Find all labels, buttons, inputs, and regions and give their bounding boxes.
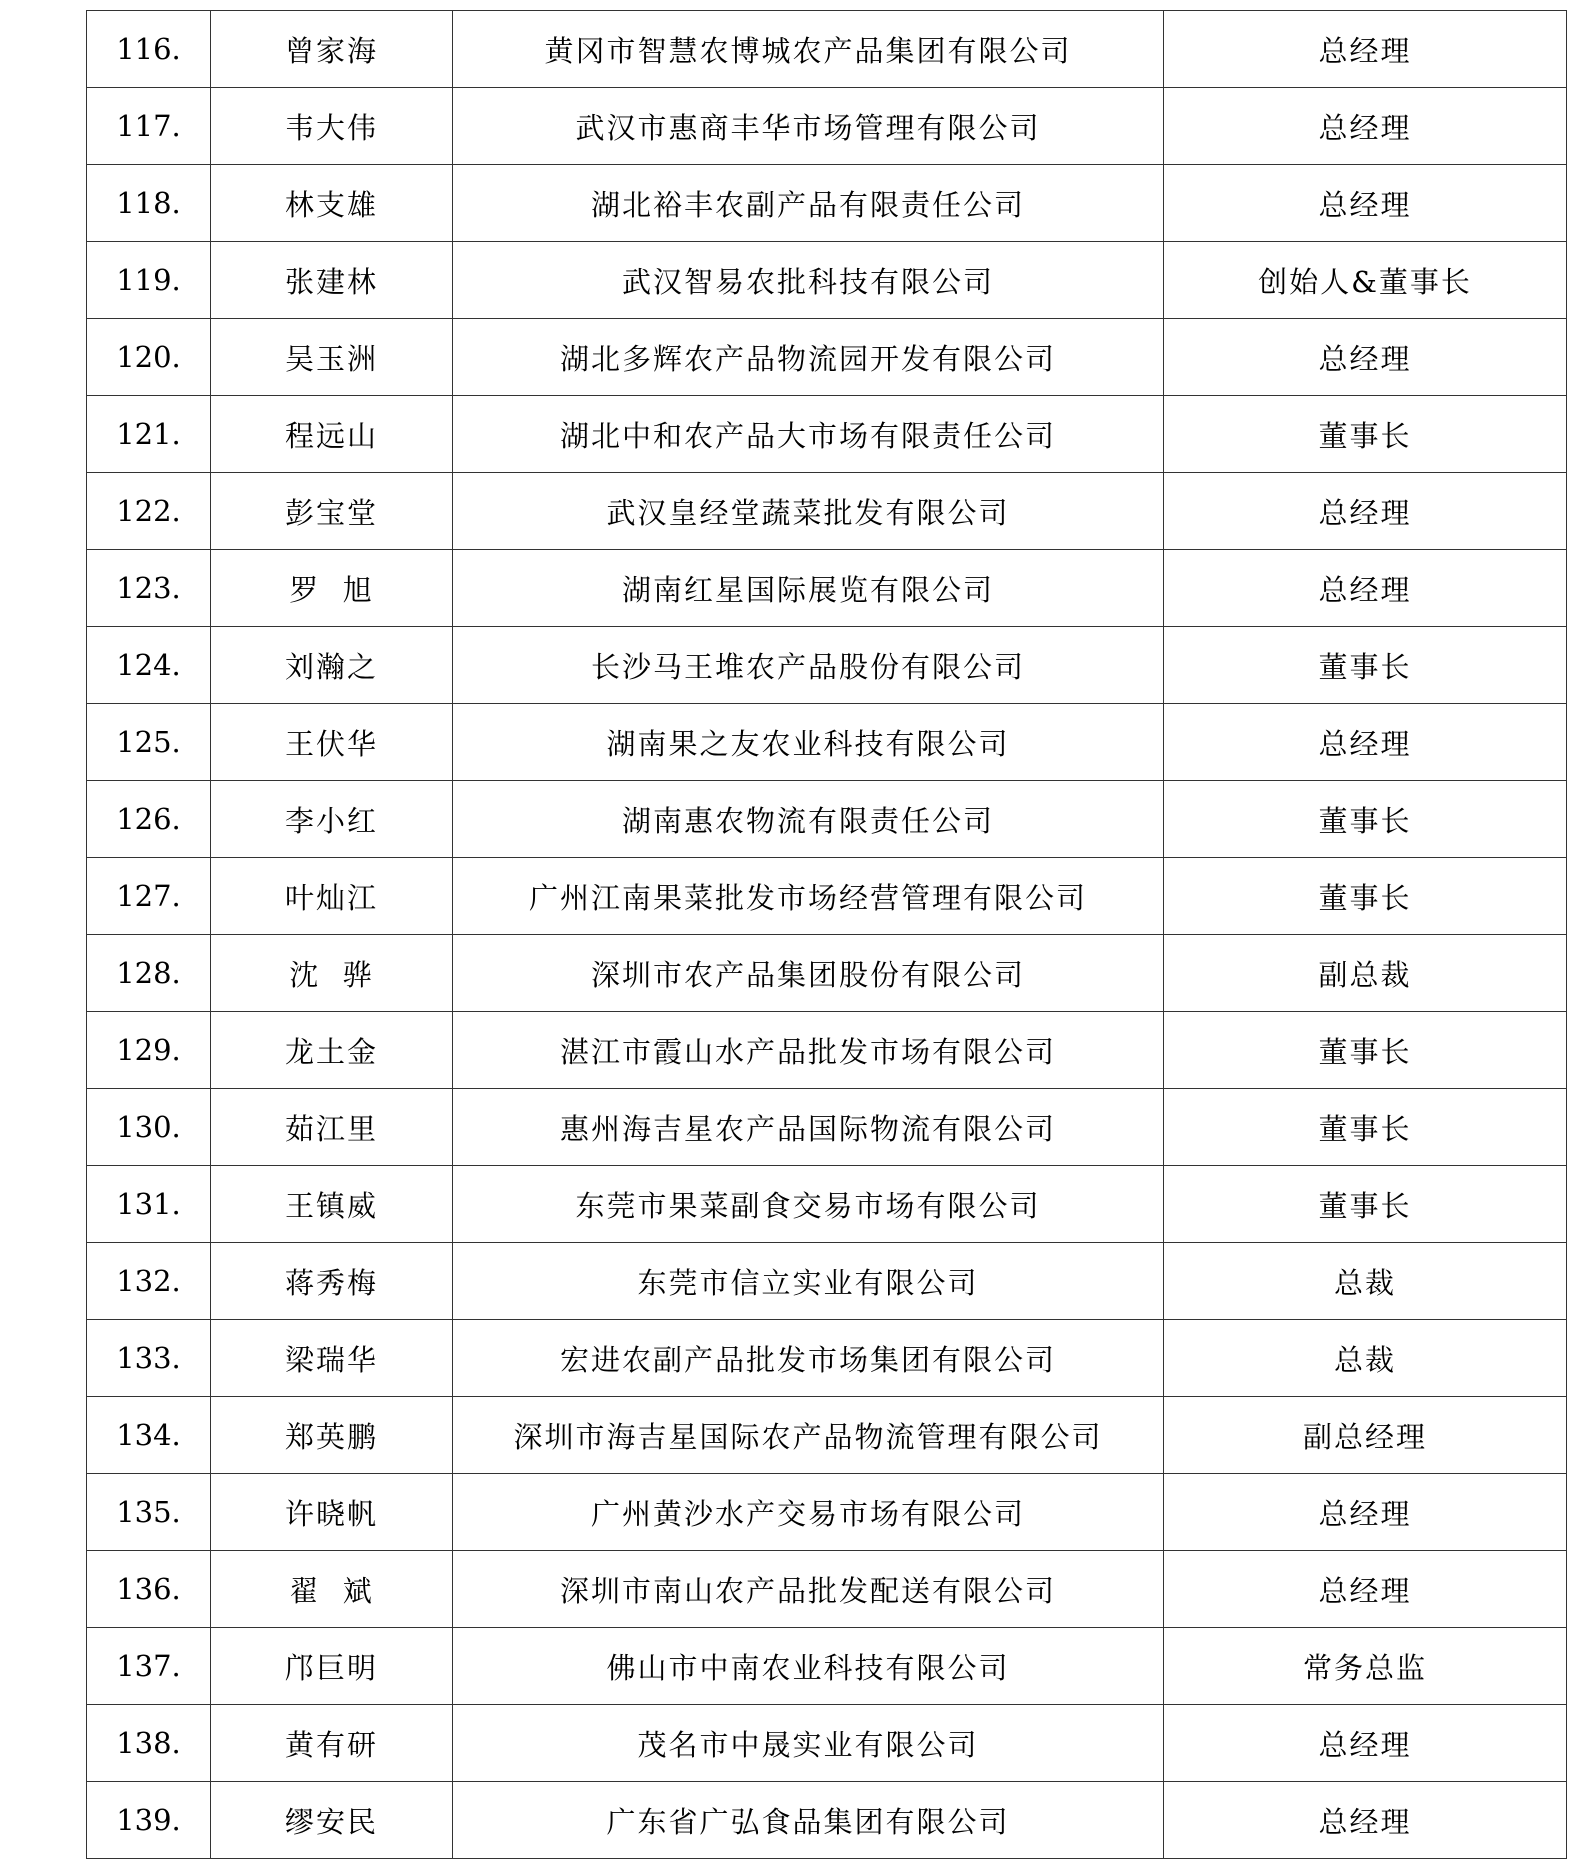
job-title: 董事长	[1164, 1166, 1567, 1243]
organization-name: 茂名市中晟实业有限公司	[453, 1705, 1164, 1782]
job-title: 创始人&董事长	[1164, 242, 1567, 319]
row-number: 136.	[87, 1551, 211, 1628]
organization-name: 广东省广弘食品集团有限公司	[453, 1782, 1164, 1859]
person-name: 龙土金	[211, 1012, 453, 1089]
person-name: 张建林	[211, 242, 453, 319]
job-title: 总经理	[1164, 704, 1567, 781]
person-name: 林支雄	[211, 165, 453, 242]
organization-name: 武汉市惠商丰华市场管理有限公司	[453, 88, 1164, 165]
job-title: 总经理	[1164, 550, 1567, 627]
organization-name: 湖北裕丰农副产品有限责任公司	[453, 165, 1164, 242]
job-title: 董事长	[1164, 858, 1567, 935]
person-name: 蒋秀梅	[211, 1243, 453, 1320]
table-row	[87, 1243, 1567, 1320]
row-number: 134.	[87, 1397, 211, 1474]
person-name: 刘瀚之	[211, 627, 453, 704]
organization-name: 佛山市中南农业科技有限公司	[453, 1628, 1164, 1705]
job-title: 副总裁	[1164, 935, 1567, 1012]
table-row	[87, 704, 1567, 781]
table-row	[87, 1628, 1567, 1705]
person-name: 梁瑞华	[211, 1320, 453, 1397]
person-name: 程远山	[211, 396, 453, 473]
row-number: 124.	[87, 627, 211, 704]
table-row	[87, 1012, 1567, 1089]
organization-name: 宏进农副产品批发市场集团有限公司	[453, 1320, 1164, 1397]
organization-name: 深圳市南山农产品批发配送有限公司	[453, 1551, 1164, 1628]
organization-name: 广州黄沙水产交易市场有限公司	[453, 1474, 1164, 1551]
row-number: 135.	[87, 1474, 211, 1551]
organization-name: 湖南果之友农业科技有限公司	[453, 704, 1164, 781]
person-name: 韦大伟	[211, 88, 453, 165]
row-number: 132.	[87, 1243, 211, 1320]
row-number: 128.	[87, 935, 211, 1012]
row-number: 130.	[87, 1089, 211, 1166]
row-number: 133.	[87, 1320, 211, 1397]
organization-name: 深圳市海吉星国际农产品物流管理有限公司	[453, 1397, 1164, 1474]
row-number: 120.	[87, 319, 211, 396]
organization-name: 黄冈市智慧农博城农产品集团有限公司	[453, 11, 1164, 88]
table-row	[87, 550, 1567, 627]
person-name: 曾家海	[211, 11, 453, 88]
job-title: 总经理	[1164, 88, 1567, 165]
job-title: 总经理	[1164, 473, 1567, 550]
job-title: 总经理	[1164, 1551, 1567, 1628]
row-number: 139.	[87, 1782, 211, 1859]
person-name: 茹江里	[211, 1089, 453, 1166]
row-number: 138.	[87, 1705, 211, 1782]
job-title: 总经理	[1164, 165, 1567, 242]
organization-name: 湖南惠农物流有限责任公司	[453, 781, 1164, 858]
job-title: 总经理	[1164, 1705, 1567, 1782]
row-number: 123.	[87, 550, 211, 627]
row-number: 125.	[87, 704, 211, 781]
table-row	[87, 1166, 1567, 1243]
table-row	[87, 627, 1567, 704]
row-number: 116.	[87, 11, 211, 88]
organization-name: 广州江南果菜批发市场经营管理有限公司	[453, 858, 1164, 935]
row-number: 118.	[87, 165, 211, 242]
job-title: 总裁	[1164, 1320, 1567, 1397]
person-name: 吴玉洲	[211, 319, 453, 396]
table-row	[87, 1705, 1567, 1782]
organization-name: 武汉皇经堂蔬菜批发有限公司	[453, 473, 1164, 550]
row-number: 117.	[87, 88, 211, 165]
member-table-body	[87, 11, 1567, 1859]
table-row	[87, 858, 1567, 935]
row-number: 129.	[87, 1012, 211, 1089]
person-name: 沈 骅	[211, 935, 453, 1012]
person-name: 王镇威	[211, 1166, 453, 1243]
person-name: 叶灿江	[211, 858, 453, 935]
person-name: 缪安民	[211, 1782, 453, 1859]
person-name: 许晓帆	[211, 1474, 453, 1551]
table-row	[87, 1320, 1567, 1397]
person-name: 黄有研	[211, 1705, 453, 1782]
job-title: 总裁	[1164, 1243, 1567, 1320]
table-row	[87, 165, 1567, 242]
table-row	[87, 11, 1567, 88]
organization-name: 湖南红星国际展览有限公司	[453, 550, 1164, 627]
job-title: 副总经理	[1164, 1397, 1567, 1474]
job-title: 总经理	[1164, 319, 1567, 396]
table-row	[87, 319, 1567, 396]
organization-name: 东莞市信立实业有限公司	[453, 1243, 1164, 1320]
row-number: 121.	[87, 396, 211, 473]
table-row	[87, 396, 1567, 473]
job-title: 常务总监	[1164, 1628, 1567, 1705]
job-title: 董事长	[1164, 1012, 1567, 1089]
job-title: 总经理	[1164, 11, 1567, 88]
row-number: 126.	[87, 781, 211, 858]
row-number: 137.	[87, 1628, 211, 1705]
table-row	[87, 1782, 1567, 1859]
organization-name: 湖北多辉农产品物流园开发有限公司	[453, 319, 1164, 396]
job-title: 总经理	[1164, 1474, 1567, 1551]
table-row	[87, 242, 1567, 319]
organization-name: 武汉智易农批科技有限公司	[453, 242, 1164, 319]
table-row	[87, 935, 1567, 1012]
row-number: 131.	[87, 1166, 211, 1243]
job-title: 董事长	[1164, 781, 1567, 858]
row-number: 127.	[87, 858, 211, 935]
job-title: 董事长	[1164, 1089, 1567, 1166]
row-number: 119.	[87, 242, 211, 319]
organization-name: 湖北中和农产品大市场有限责任公司	[453, 396, 1164, 473]
table-row	[87, 1551, 1567, 1628]
organization-name: 惠州海吉星农产品国际物流有限公司	[453, 1089, 1164, 1166]
job-title: 董事长	[1164, 627, 1567, 704]
person-name: 彭宝堂	[211, 473, 453, 550]
person-name: 邝巨明	[211, 1628, 453, 1705]
job-title: 总经理	[1164, 1782, 1567, 1859]
person-name: 郑英鹏	[211, 1397, 453, 1474]
table-row	[87, 1397, 1567, 1474]
organization-name: 长沙马王堆农产品股份有限公司	[453, 627, 1164, 704]
member-table	[86, 10, 1567, 1859]
row-number: 122.	[87, 473, 211, 550]
organization-name: 深圳市农产品集团股份有限公司	[453, 935, 1164, 1012]
table-row	[87, 1089, 1567, 1166]
organization-name: 东莞市果菜副食交易市场有限公司	[453, 1166, 1164, 1243]
table-row	[87, 88, 1567, 165]
person-name: 王伏华	[211, 704, 453, 781]
job-title: 董事长	[1164, 396, 1567, 473]
organization-name: 湛江市霞山水产品批发市场有限公司	[453, 1012, 1164, 1089]
person-name: 罗 旭	[211, 550, 453, 627]
table-row	[87, 473, 1567, 550]
person-name: 李小红	[211, 781, 453, 858]
person-name: 翟 斌	[211, 1551, 453, 1628]
table-row	[87, 1474, 1567, 1551]
table-row	[87, 781, 1567, 858]
